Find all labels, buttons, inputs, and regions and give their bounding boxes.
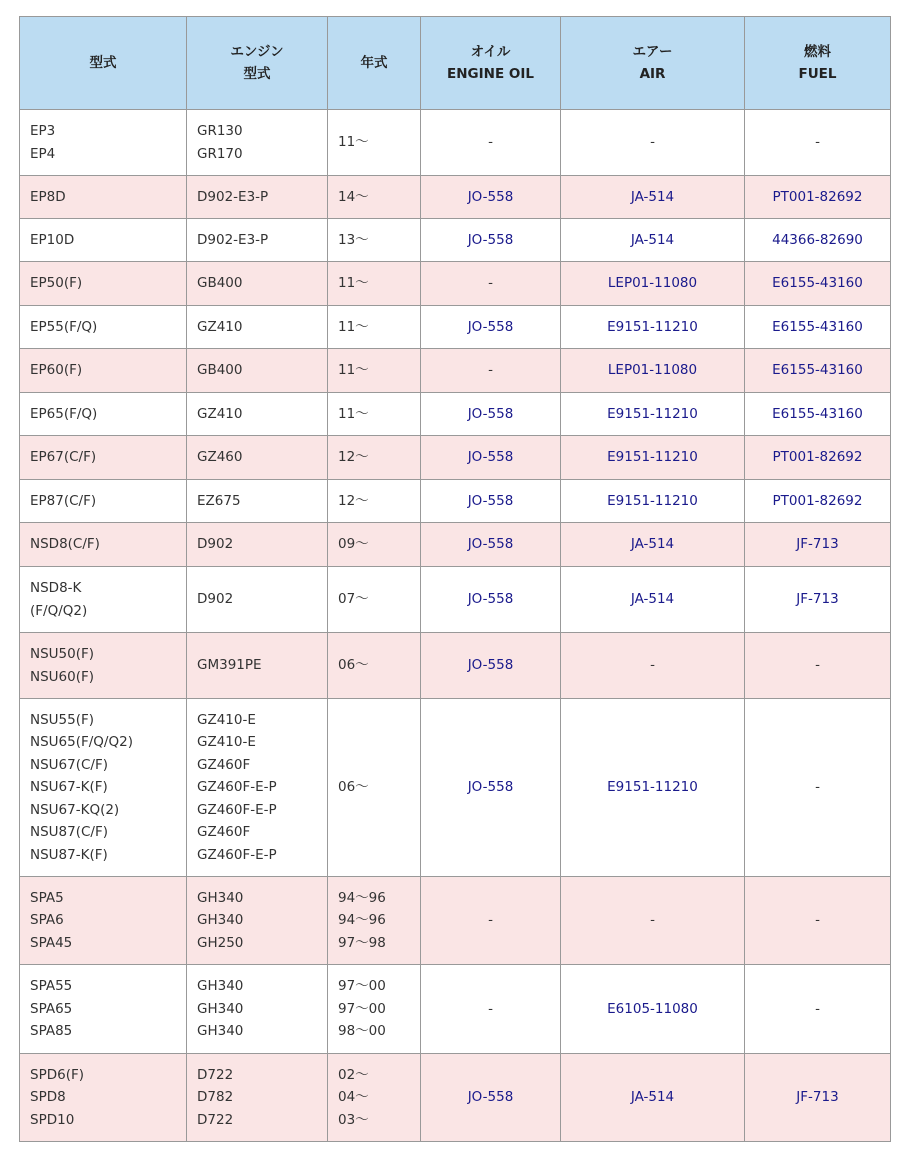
model-cell-line: EP60(F) [30,362,83,379]
year-cell [328,262,421,306]
header-engine-line: エンジン [230,44,284,60]
year-cell-line: 02〜 [338,1066,369,1083]
engine-cell-line: GZ410 [197,405,243,422]
engine-cell-line: GB400 [197,275,243,292]
fuel-filter-cell[interactable]: PT001-82692 [745,480,891,523]
year-cell-line: 12〜 [338,449,369,466]
air-filter-cell[interactable]: JA-514 [561,176,745,219]
engine-cell-line: D902-E3-P [197,231,269,248]
engine-cell-line: D722 [197,1111,234,1128]
year-cell [328,393,421,436]
year-cell [328,306,421,349]
engine-cell [187,436,328,480]
year-cell [328,965,421,1054]
year-cell-line: 06〜 [338,779,369,796]
model-cell-line: NSU67-K(F) [30,779,108,796]
model-cell-line: SPA55 [30,978,73,995]
air-filter-cell[interactable]: JA-514 [561,523,745,567]
engine-cell [187,965,328,1054]
engine-cell [187,349,328,393]
model-cell-line: SPD6(F) [30,1066,84,1083]
engine-cell [187,567,328,633]
oil-filter-cell[interactable]: JO-558 [421,306,561,349]
table-row [20,965,891,1054]
engine-cell-line: GZ460 [197,449,243,466]
header-fuel [745,17,891,110]
air-filter-cell: - [561,877,745,965]
year-cell-line: 03〜 [338,1111,369,1128]
engine-cell-line: GR170 [197,145,243,162]
year-cell-line: 11〜 [338,134,369,151]
model-cell [20,176,187,219]
table-row [20,633,891,699]
year-cell-line: 97〜98 [338,934,386,951]
model-cell [20,699,187,877]
oil-filter-cell[interactable]: JO-558 [421,699,561,877]
fuel-filter-cell: - [745,633,891,699]
header-oil [421,17,561,110]
oil-filter-cell: - [421,877,561,965]
model-cell [20,965,187,1054]
model-cell-line: SPA65 [30,1000,73,1017]
model-cell-line: NSU87(C/F) [30,824,109,841]
model-cell-line: EP55(F/Q) [30,318,98,335]
model-cell-line: SPD10 [30,1111,75,1128]
engine-cell [187,306,328,349]
model-cell [20,306,187,349]
table-row [20,262,891,306]
year-cell-line: 14〜 [338,188,369,205]
engine-cell-line: D902 [197,591,234,608]
table-row [20,523,891,567]
header-year-line: 年式 [360,55,388,71]
engine-cell-line: GZ410 [197,318,243,335]
year-cell-line: 07〜 [338,591,369,608]
table-row [20,349,891,393]
oil-filter-cell[interactable]: JO-558 [421,567,561,633]
model-cell [20,633,187,699]
engine-cell-line: GZ410-E [197,711,256,728]
year-cell-line: 11〜 [338,405,369,422]
model-cell-line: SPD8 [30,1089,66,1106]
year-cell-line: 11〜 [338,362,369,379]
engine-cell [187,110,328,176]
year-cell [328,877,421,965]
year-cell [328,1054,421,1142]
model-cell-line: NSU87-K(F) [30,846,108,863]
fuel-filter-cell[interactable]: JF-713 [745,567,891,633]
oil-filter-cell: - [421,262,561,306]
model-cell [20,110,187,176]
model-cell-line: NSD8-K [30,580,82,596]
model-cell-line: EP8D [30,188,66,205]
model-cell-line: NSD8(C/F) [30,536,100,553]
table-row [20,306,891,349]
fuel-filter-cell[interactable]: PT001-82692 [745,176,891,219]
year-cell [328,110,421,176]
air-filter-cell[interactable]: LEP01-11080 [561,349,745,393]
header-air-line: エアー [632,44,673,60]
oil-filter-cell[interactable]: JO-558 [421,393,561,436]
air-filter-cell[interactable]: E9151-11210 [561,306,745,349]
header-model [20,17,187,110]
air-filter-cell: - [561,110,745,176]
fuel-filter-cell: - [745,965,891,1054]
engine-cell [187,877,328,965]
air-filter-cell: - [561,633,745,699]
year-cell [328,480,421,523]
year-cell-line: 98〜00 [338,1023,386,1040]
engine-cell-line: GZ460F-E-P [197,801,277,818]
model-cell [20,393,187,436]
model-cell [20,1054,187,1142]
engine-cell-line: GR130 [197,123,243,139]
air-filter-cell[interactable]: E9151-11210 [561,699,745,877]
year-cell-line: 13〜 [338,231,369,248]
year-cell [328,219,421,262]
model-cell-line: NSU50(F) [30,646,95,662]
table-row [20,567,891,633]
air-filter-cell[interactable]: JA-514 [561,1054,745,1142]
model-cell [20,480,187,523]
header-air-line: AIR [639,66,666,82]
header-engine [187,17,328,110]
air-filter-cell[interactable]: LEP01-11080 [561,262,745,306]
air-filter-cell[interactable]: E9151-11210 [561,480,745,523]
oil-filter-cell[interactable]: JO-558 [421,176,561,219]
engine-cell-line: GM391PE [197,657,262,674]
fuel-filter-cell[interactable]: PT001-82692 [745,436,891,480]
engine-cell-line: GH340 [197,1000,244,1017]
year-cell [328,349,421,393]
model-cell [20,436,187,480]
oil-filter-cell[interactable]: JO-558 [421,480,561,523]
model-cell [20,877,187,965]
table-row [20,110,891,176]
oil-filter-cell[interactable]: JO-558 [421,633,561,699]
table-header [20,17,891,110]
model-cell-line: NSU67(C/F) [30,756,109,773]
model-cell-line: EP67(C/F) [30,449,97,466]
oil-filter-cell[interactable]: JO-558 [421,436,561,480]
year-cell-line: 97〜00 [338,978,386,995]
year-cell [328,176,421,219]
air-filter-cell[interactable]: E9151-11210 [561,436,745,480]
header-year [328,17,421,110]
fuel-filter-cell[interactable]: 44366-82690 [745,219,891,262]
fuel-filter-cell[interactable]: E6155-43160 [745,349,891,393]
year-cell [328,699,421,877]
year-cell [328,436,421,480]
oil-filter-cell[interactable]: JO-558 [421,1054,561,1142]
fuel-filter-cell[interactable]: E6155-43160 [745,393,891,436]
table-row [20,699,891,877]
engine-cell-line: GZ460F [197,756,251,773]
year-cell-line: 97〜00 [338,1000,386,1017]
model-cell-line: NSU65(F/Q/Q2) [30,734,133,751]
fuel-filter-cell: - [745,699,891,877]
oil-filter-cell: - [421,110,561,176]
engine-cell-line: GH340 [197,889,244,906]
fuel-filter-cell[interactable]: E6155-43160 [745,306,891,349]
air-filter-cell[interactable]: E6105-11080 [561,965,745,1054]
year-cell [328,633,421,699]
model-cell-line: SPA45 [30,934,73,951]
header-oil-line: オイル [470,44,511,60]
engine-cell [187,1054,328,1142]
engine-cell [187,699,328,877]
engine-cell-line: GH340 [197,978,244,995]
air-filter-cell[interactable]: E9151-11210 [561,393,745,436]
engine-cell [187,176,328,219]
oil-filter-cell: - [421,965,561,1054]
header-fuel-line: FUEL [798,66,837,82]
fuel-filter-cell: - [745,877,891,965]
engine-cell-line: GZ460F [197,824,251,841]
model-cell [20,219,187,262]
table-row [20,877,891,965]
engine-cell-line: GZ460F-E-P [197,779,277,796]
header-row [20,17,891,110]
model-cell [20,262,187,306]
fuel-filter-cell[interactable]: JF-713 [745,523,891,567]
year-cell-line: 94〜96 [338,912,386,929]
engine-cell [187,262,328,306]
model-cell-line: EP10D [30,231,75,248]
air-filter-cell[interactable]: JA-514 [561,567,745,633]
year-cell [328,567,421,633]
engine-cell [187,219,328,262]
year-cell-line: 04〜 [338,1089,369,1106]
year-cell [328,523,421,567]
model-cell-line: EP87(C/F) [30,492,97,509]
engine-cell-line: D722 [197,1066,234,1083]
model-cell-line: EP50(F) [30,275,83,292]
header-fuel-line: 燃料 [804,44,831,60]
year-cell-line: 11〜 [338,275,369,292]
air-filter-cell[interactable]: JA-514 [561,219,745,262]
engine-cell-line: D902 [197,536,234,553]
table-row [20,219,891,262]
engine-cell [187,523,328,567]
year-cell-line: 06〜 [338,657,369,674]
engine-cell [187,393,328,436]
engine-cell-line: GH340 [197,912,244,929]
model-cell-line: NSU55(F) [30,711,95,728]
oil-filter-cell[interactable]: JO-558 [421,523,561,567]
model-cell-line: NSU60(F) [30,668,95,685]
engine-cell [187,480,328,523]
model-cell-line: EP4 [30,145,56,162]
year-cell-line: 09〜 [338,536,369,553]
engine-cell-line: GB400 [197,362,243,379]
fuel-filter-cell: - [745,110,891,176]
engine-cell-line: D782 [197,1089,234,1106]
engine-cell-line: GH250 [197,934,244,951]
model-cell [20,349,187,393]
model-cell [20,567,187,633]
table-row [20,480,891,523]
header-oil-line: ENGINE OIL [447,66,534,82]
table-row [20,176,891,219]
engine-cell-line: GZ410-E [197,734,256,751]
table-body [20,110,891,1142]
header-air [561,17,745,110]
table-row [20,1054,891,1142]
year-cell-line: 12〜 [338,492,369,509]
engine-cell-line: EZ675 [197,492,241,509]
oil-filter-cell[interactable]: JO-558 [421,219,561,262]
engine-cell-line: D902-E3-P [197,188,269,205]
oil-filter-cell: - [421,349,561,393]
table-row [20,436,891,480]
model-cell-line: SPA85 [30,1023,73,1040]
model-cell-line: NSU67-KQ(2) [30,801,120,818]
model-cell [20,523,187,567]
engine-cell-line: GZ460F-E-P [197,846,277,863]
model-cell-line: EP65(F/Q) [30,405,98,422]
table-row [20,393,891,436]
filter-compatibility-table [19,16,891,1142]
header-engine-line: 型式 [243,66,271,82]
fuel-filter-cell[interactable]: E6155-43160 [745,262,891,306]
filter-table-container [19,16,890,1142]
model-cell-line: SPA5 [30,889,64,906]
model-cell-line: SPA6 [30,912,64,929]
fuel-filter-cell[interactable]: JF-713 [745,1054,891,1142]
engine-cell-line: GH340 [197,1023,244,1040]
header-model-line: 型式 [89,55,117,71]
engine-cell [187,633,328,699]
year-cell-line: 11〜 [338,318,369,335]
year-cell-line: 94〜96 [338,889,386,906]
model-cell-line: EP3 [30,123,56,139]
model-cell-line: (F/Q/Q2) [30,602,88,619]
